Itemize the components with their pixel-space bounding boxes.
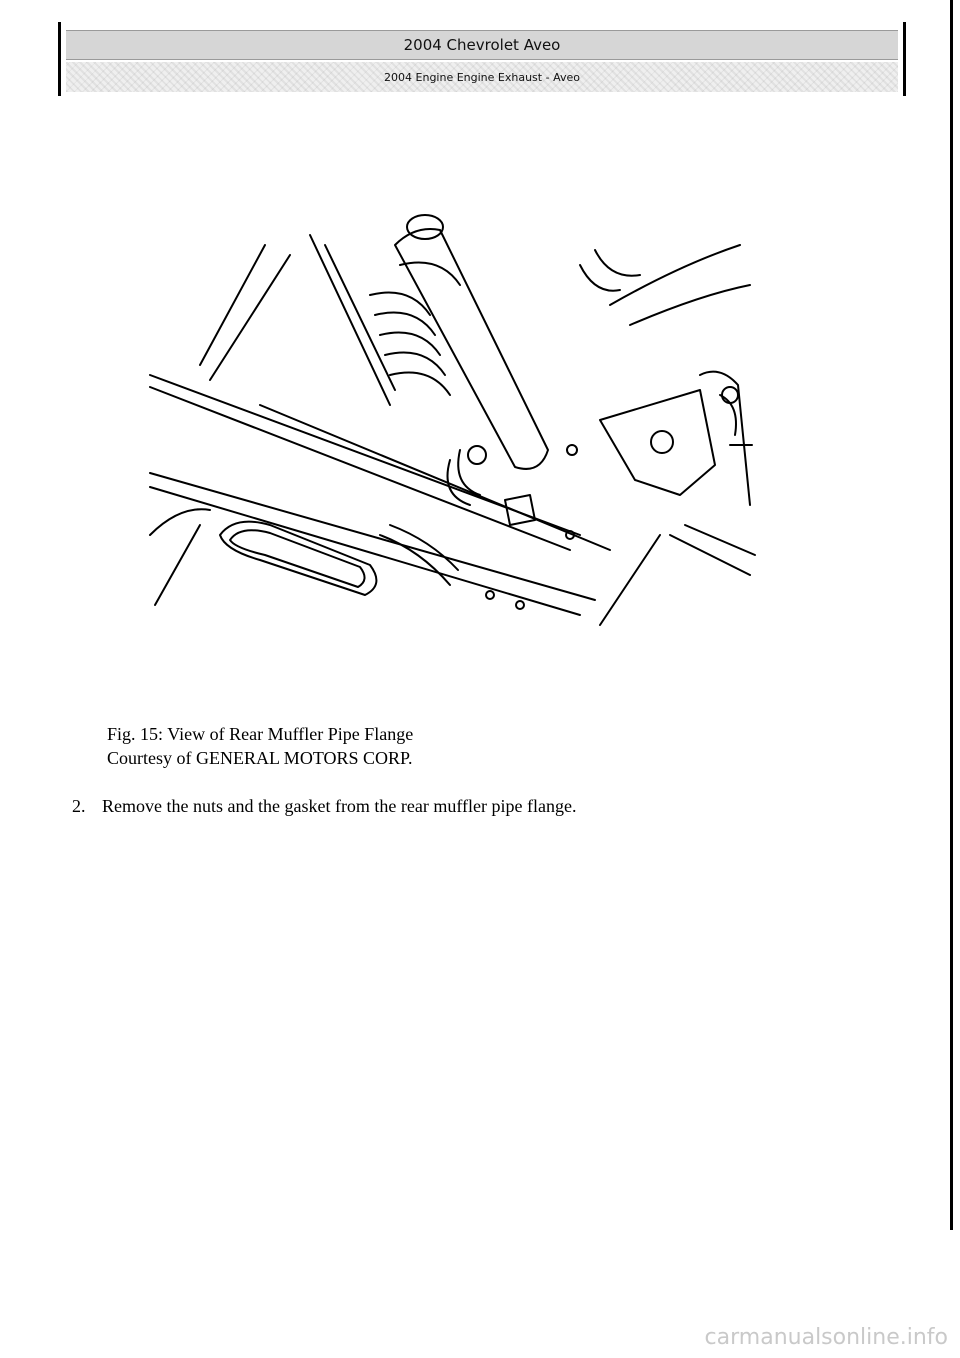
title-bar [66, 30, 898, 60]
step-number: 2. [72, 796, 86, 816]
rear-muffler-pipe-flange-illustration [140, 205, 760, 635]
document-subtitle: 2004 Engine Engine Exhaust - Aveo [384, 70, 580, 84]
caption-line-2: Courtesy of GENERAL MOTORS CORP. [107, 748, 413, 768]
watermark: carmanualsonline.info [704, 1325, 948, 1350]
document-title: 2004 Chevrolet Aveo [403, 36, 561, 54]
procedure-step [72, 794, 577, 818]
step-text: Remove the nuts and the gasket from the rear muffler pipe flange. [102, 796, 577, 816]
page-right-rule [950, 0, 953, 1230]
page-header [58, 22, 906, 96]
header-right-rule [903, 22, 906, 96]
header-left-rule [58, 22, 61, 96]
figure-caption [107, 722, 413, 770]
subtitle-bar [66, 62, 898, 92]
caption-line-1: Fig. 15: View of Rear Muffler Pipe Flange [107, 724, 414, 744]
